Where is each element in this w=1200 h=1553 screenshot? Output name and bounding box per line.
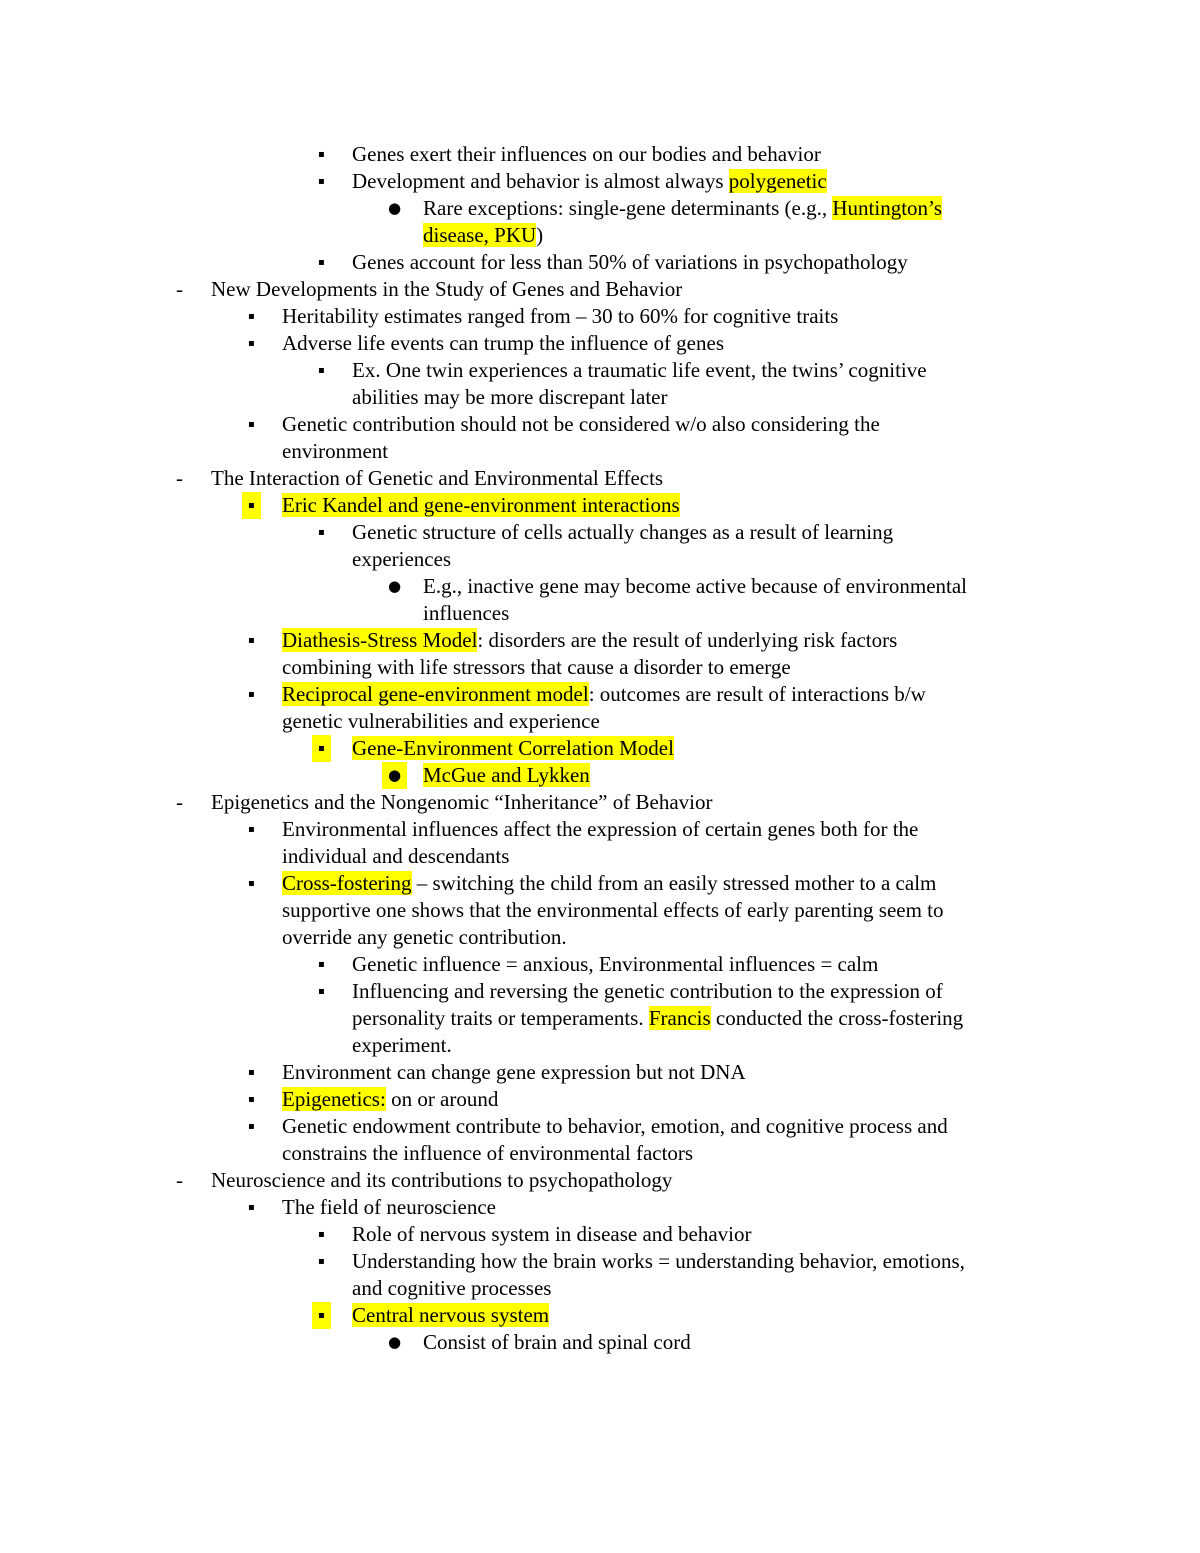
text-segment: experiment. bbox=[352, 1033, 452, 1057]
highlighted-text: Central nervous system bbox=[352, 1303, 550, 1327]
square-bullet-icon: ▪ bbox=[312, 735, 331, 762]
outline-text bbox=[282, 411, 880, 438]
square-bullet-icon: ▪ bbox=[318, 1256, 325, 1267]
text-segment: E.g., inactive gene may become active because of environmental bbox=[423, 574, 968, 598]
outline-text bbox=[282, 924, 567, 951]
text-segment: combining with life stressors that cause a disorder to emerge bbox=[282, 655, 791, 679]
outline-text bbox=[282, 1113, 948, 1140]
outline-text bbox=[352, 1221, 752, 1248]
outline-line bbox=[0, 168, 1200, 195]
outline-line bbox=[0, 1140, 1200, 1167]
highlighted-text: Huntington’s bbox=[832, 196, 943, 220]
outline-line bbox=[0, 1275, 1200, 1302]
outline-text bbox=[282, 1194, 496, 1221]
text-segment: The Interaction of Genetic and Environmental Effects bbox=[211, 466, 664, 490]
outline-text bbox=[282, 330, 724, 357]
square-bullet-icon: ▪ bbox=[318, 257, 325, 268]
outline-text bbox=[423, 222, 543, 249]
outline-text bbox=[352, 1275, 551, 1302]
highlighted-text: Eric Kandel and gene-environment interactions bbox=[282, 493, 680, 517]
highlighted-text: disease, PKU bbox=[423, 223, 537, 247]
square-bullet-icon: ▪ bbox=[248, 1202, 255, 1213]
dash-bullet-icon: - bbox=[176, 466, 183, 490]
outline-line bbox=[0, 789, 1200, 816]
highlighted-text: Diathesis-Stress Model bbox=[282, 628, 478, 652]
square-bullet-icon: ▪ bbox=[248, 1067, 255, 1078]
text-segment: Heritability estimates ranged from – 30 to 60% for cognitive traits bbox=[282, 304, 839, 328]
outline-text bbox=[211, 276, 682, 303]
text-segment: environment bbox=[282, 439, 389, 463]
outline-line bbox=[0, 303, 1200, 330]
text-segment: Role of nervous system in disease and behavior bbox=[352, 1222, 752, 1246]
text-segment: supportive one shows that the environmental effects of early parenting seem to bbox=[282, 898, 944, 922]
outline-line bbox=[0, 573, 1200, 600]
outline-line bbox=[0, 1167, 1200, 1194]
highlighted-text: polygenetic bbox=[728, 169, 827, 193]
square-bullet-icon: ▪ bbox=[318, 959, 325, 970]
text-segment: Genetic structure of cells actually changes as a result of learning bbox=[352, 520, 894, 544]
outline-text bbox=[423, 762, 590, 789]
outline-text bbox=[352, 168, 827, 195]
outline-line bbox=[0, 762, 1200, 789]
square-bullet-icon: ▪ bbox=[318, 365, 325, 376]
square-bullet-icon: ▪ bbox=[248, 1094, 255, 1105]
dot-bullet-icon: ● bbox=[388, 1333, 402, 1351]
dash-bullet-icon: - bbox=[176, 790, 183, 814]
outline-text bbox=[352, 141, 821, 168]
text-segment: Environment can change gene expression but not DNA bbox=[282, 1060, 746, 1084]
outline-line bbox=[0, 384, 1200, 411]
outline-text bbox=[352, 735, 674, 762]
square-bullet-icon: ▪ bbox=[248, 689, 255, 700]
text-segment: Environmental influences affect the expression of certain genes both for the bbox=[282, 817, 919, 841]
outline-text bbox=[352, 249, 908, 276]
outline-text bbox=[282, 303, 838, 330]
outline-line bbox=[0, 1032, 1200, 1059]
text-segment: constrains the influence of environmental factors bbox=[282, 1141, 694, 1165]
text-segment: personality traits or temperaments. bbox=[352, 1006, 649, 1030]
outline-line bbox=[0, 1194, 1200, 1221]
outline-line bbox=[0, 141, 1200, 168]
text-segment: : disorders are the result of underlying risk factors bbox=[477, 628, 898, 652]
document-page bbox=[0, 141, 1200, 1356]
text-segment: Rare exceptions: single-gene determinants (e.g., bbox=[423, 196, 833, 220]
outline-text bbox=[282, 438, 388, 465]
outline-line bbox=[0, 492, 1200, 519]
outline-line bbox=[0, 546, 1200, 573]
outline-text bbox=[423, 573, 967, 600]
outline-line bbox=[0, 519, 1200, 546]
text-segment: Genes exert their influences on our bodies and behavior bbox=[352, 142, 821, 166]
outline-text bbox=[352, 357, 927, 384]
text-segment: Genes account for less than 50% of variations in psychopathology bbox=[352, 250, 908, 274]
dot-bullet-icon: ● bbox=[388, 577, 402, 595]
outline-text bbox=[211, 1167, 672, 1194]
outline-line bbox=[0, 816, 1200, 843]
text-segment: influences bbox=[423, 601, 510, 625]
outline-line bbox=[0, 1221, 1200, 1248]
text-segment: Influencing and reversing the genetic contribution to the expression of bbox=[352, 979, 943, 1003]
outline-line bbox=[0, 357, 1200, 384]
outline-line bbox=[0, 870, 1200, 897]
highlighted-text: Gene-Environment Correlation Model bbox=[352, 736, 674, 760]
outline-text bbox=[352, 1005, 963, 1032]
square-bullet-icon: ▪ bbox=[318, 1229, 325, 1240]
outline-text bbox=[352, 384, 667, 411]
text-segment: experiences bbox=[352, 547, 452, 571]
text-segment: New Developments in the Study of Genes and Behavior bbox=[211, 277, 683, 301]
outline-line bbox=[0, 843, 1200, 870]
outline-line bbox=[0, 681, 1200, 708]
highlighted-text: Cross-fostering bbox=[282, 871, 412, 895]
outline-text bbox=[352, 519, 893, 546]
outline-line bbox=[0, 1086, 1200, 1113]
outline-line bbox=[0, 1248, 1200, 1275]
text-segment: ) bbox=[536, 223, 544, 247]
outline-line bbox=[0, 276, 1200, 303]
text-segment: Epigenetics and the Nongenomic “Inheritance” of Behavior bbox=[211, 790, 713, 814]
dash-bullet-icon: - bbox=[176, 1168, 183, 1192]
text-segment: Genetic influence = anxious, Environmental influences = calm bbox=[352, 952, 879, 976]
outline-text bbox=[282, 654, 791, 681]
square-bullet-icon: ▪ bbox=[248, 635, 255, 646]
outline-text bbox=[352, 951, 878, 978]
square-bullet-icon: ▪ bbox=[318, 176, 325, 187]
text-segment: : outcomes are result of interactions b/w bbox=[588, 682, 926, 706]
outline-text bbox=[282, 1059, 746, 1086]
text-segment: genetic vulnerabilities and experience bbox=[282, 709, 600, 733]
text-segment: Neuroscience and its contributions to psychopathology bbox=[211, 1168, 673, 1192]
outline-text bbox=[282, 492, 680, 519]
outline-line bbox=[0, 708, 1200, 735]
text-segment: individual and descendants bbox=[282, 844, 510, 868]
outline-text bbox=[282, 1140, 693, 1167]
outline-line bbox=[0, 465, 1200, 492]
text-segment: Development and behavior is almost always bbox=[352, 169, 729, 193]
highlighted-text: Reciprocal gene-environment model bbox=[282, 682, 589, 706]
outline-line bbox=[0, 411, 1200, 438]
square-bullet-icon: ▪ bbox=[318, 986, 325, 997]
square-bullet-icon: ▪ bbox=[242, 492, 261, 519]
outline-text bbox=[282, 1086, 498, 1113]
outline-text bbox=[211, 465, 663, 492]
text-segment: and cognitive processes bbox=[352, 1276, 552, 1300]
outline-line bbox=[0, 951, 1200, 978]
text-segment: on or around bbox=[385, 1087, 499, 1111]
square-bullet-icon: ▪ bbox=[248, 311, 255, 322]
outline-text bbox=[282, 627, 897, 654]
text-segment: – switching the child from an easily stressed mother to a calm bbox=[411, 871, 937, 895]
outline-line bbox=[0, 222, 1200, 249]
outline-line bbox=[0, 627, 1200, 654]
highlighted-text: Francis bbox=[648, 1006, 711, 1030]
outline-line bbox=[0, 897, 1200, 924]
square-bullet-icon: ▪ bbox=[318, 527, 325, 538]
dot-bullet-icon: ● bbox=[388, 199, 402, 217]
outline-line bbox=[0, 249, 1200, 276]
outline-text bbox=[352, 978, 943, 1005]
outline-text bbox=[352, 1302, 549, 1329]
dot-bullet-icon: ● bbox=[382, 762, 407, 789]
outline-line bbox=[0, 654, 1200, 681]
outline-line bbox=[0, 438, 1200, 465]
outline-line bbox=[0, 1329, 1200, 1356]
outline-text bbox=[352, 546, 451, 573]
outline-line bbox=[0, 978, 1200, 1005]
outline-text bbox=[423, 195, 942, 222]
outline-text bbox=[282, 681, 926, 708]
text-segment: conducted the cross-fostering bbox=[710, 1006, 964, 1030]
square-bullet-icon: ▪ bbox=[248, 878, 255, 889]
square-bullet-icon: ▪ bbox=[248, 338, 255, 349]
outline-text bbox=[352, 1032, 452, 1059]
text-segment: The field of neuroscience bbox=[282, 1195, 496, 1219]
text-segment: Consist of brain and spinal cord bbox=[423, 1330, 691, 1354]
text-segment: Adverse life events can trump the influence of genes bbox=[282, 331, 724, 355]
outline-line bbox=[0, 600, 1200, 627]
outline-line bbox=[0, 1059, 1200, 1086]
text-segment: Ex. One twin experiences a traumatic life event, the twins’ cognitive bbox=[352, 358, 927, 382]
outline-text bbox=[282, 897, 944, 924]
outline-line bbox=[0, 1005, 1200, 1032]
outline-line bbox=[0, 1113, 1200, 1140]
outline-line bbox=[0, 924, 1200, 951]
outline-line bbox=[0, 1302, 1200, 1329]
outline-text bbox=[423, 600, 509, 627]
text-segment: abilities may be more discrepant later bbox=[352, 385, 668, 409]
outline-text bbox=[352, 1248, 965, 1275]
square-bullet-icon: ▪ bbox=[318, 149, 325, 160]
outline-text bbox=[211, 789, 712, 816]
square-bullet-icon: ▪ bbox=[248, 1121, 255, 1132]
outline-text bbox=[282, 816, 918, 843]
outline-text bbox=[423, 1329, 691, 1356]
text-segment: Genetic endowment contribute to behavior, emotion, and cognitive process and bbox=[282, 1114, 948, 1138]
highlighted-text: Epigenetics: bbox=[282, 1087, 386, 1111]
square-bullet-icon: ▪ bbox=[248, 824, 255, 835]
text-segment: Understanding how the brain works = understanding behavior, emotions, bbox=[352, 1249, 965, 1273]
text-segment: override any genetic contribution. bbox=[282, 925, 567, 949]
dash-bullet-icon: - bbox=[176, 277, 183, 301]
outline-text bbox=[282, 870, 936, 897]
square-bullet-icon: ▪ bbox=[248, 419, 255, 430]
highlighted-text: McGue and Lykken bbox=[423, 763, 590, 787]
outline-line bbox=[0, 735, 1200, 762]
outline-text bbox=[282, 843, 509, 870]
text-segment: Genetic contribution should not be considered w/o also considering the bbox=[282, 412, 880, 436]
outline-line bbox=[0, 330, 1200, 357]
outline-text bbox=[282, 708, 600, 735]
square-bullet-icon: ▪ bbox=[312, 1302, 331, 1329]
outline-line bbox=[0, 195, 1200, 222]
